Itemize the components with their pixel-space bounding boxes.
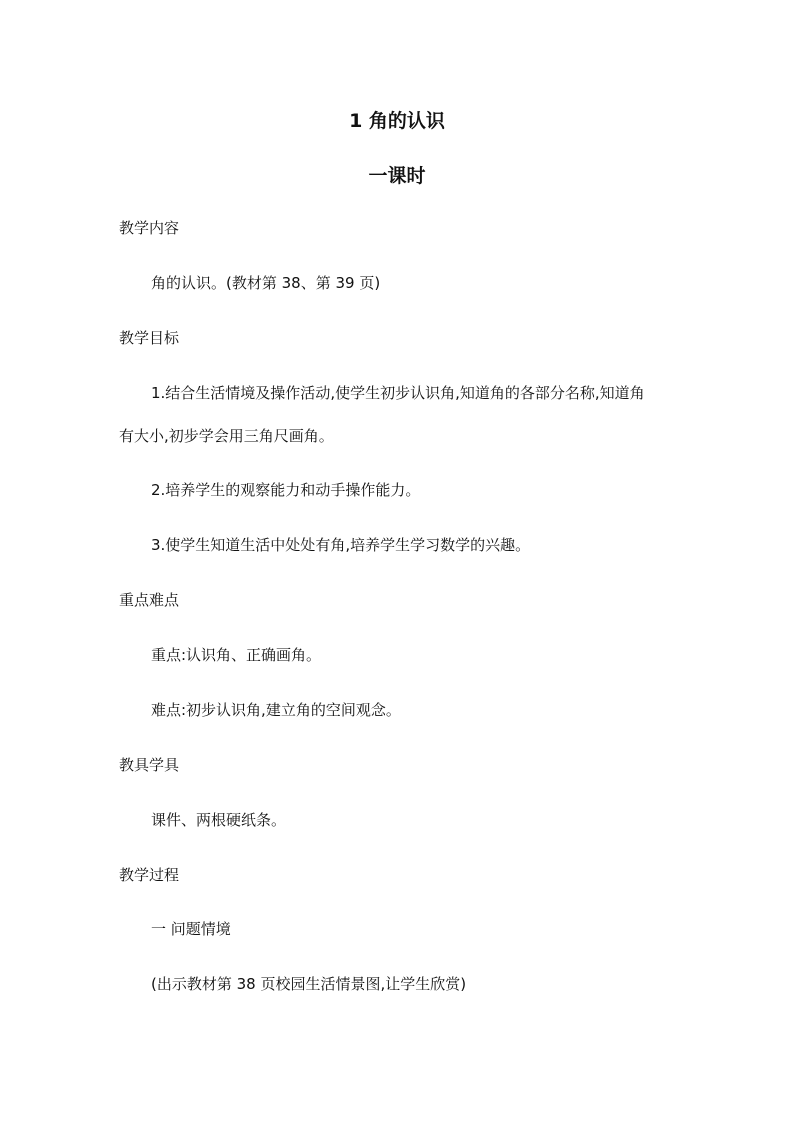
section-heading-materials: 教具学具 bbox=[119, 756, 180, 774]
paragraph: 2.培养学生的观察能力和动手操作能力。 bbox=[151, 481, 421, 499]
paragraph: 课件、两根硬纸条。 bbox=[151, 811, 287, 829]
paragraph: 一 问题情境 bbox=[151, 920, 231, 938]
document-title: 1 角的认识 bbox=[349, 110, 445, 132]
paragraph: 有大小,初步学会用三角尺画角。 bbox=[119, 427, 334, 445]
paragraph: 1.结合生活情境及操作活动,使学生初步认识角,知道角的各部分名称,知道角 bbox=[151, 384, 645, 402]
paragraph: (出示教材第 38 页校园生活情景图,让学生欣赏) bbox=[151, 975, 467, 993]
section-heading-process: 教学过程 bbox=[119, 866, 180, 884]
section-heading-content: 教学内容 bbox=[119, 219, 180, 237]
paragraph: 角的认识。(教材第 38、第 39 页) bbox=[151, 274, 381, 292]
paragraph: 3.使学生知道生活中处处有角,培养学生学习数学的兴趣。 bbox=[151, 536, 531, 554]
paragraph: 重点:认识角、正确画角。 bbox=[151, 646, 322, 664]
section-heading-goals: 教学目标 bbox=[119, 329, 180, 347]
document-subtitle: 一课时 bbox=[368, 165, 426, 187]
paragraph: 难点:初步认识角,建立角的空间观念。 bbox=[151, 701, 401, 719]
section-heading-key-points: 重点难点 bbox=[119, 591, 180, 609]
